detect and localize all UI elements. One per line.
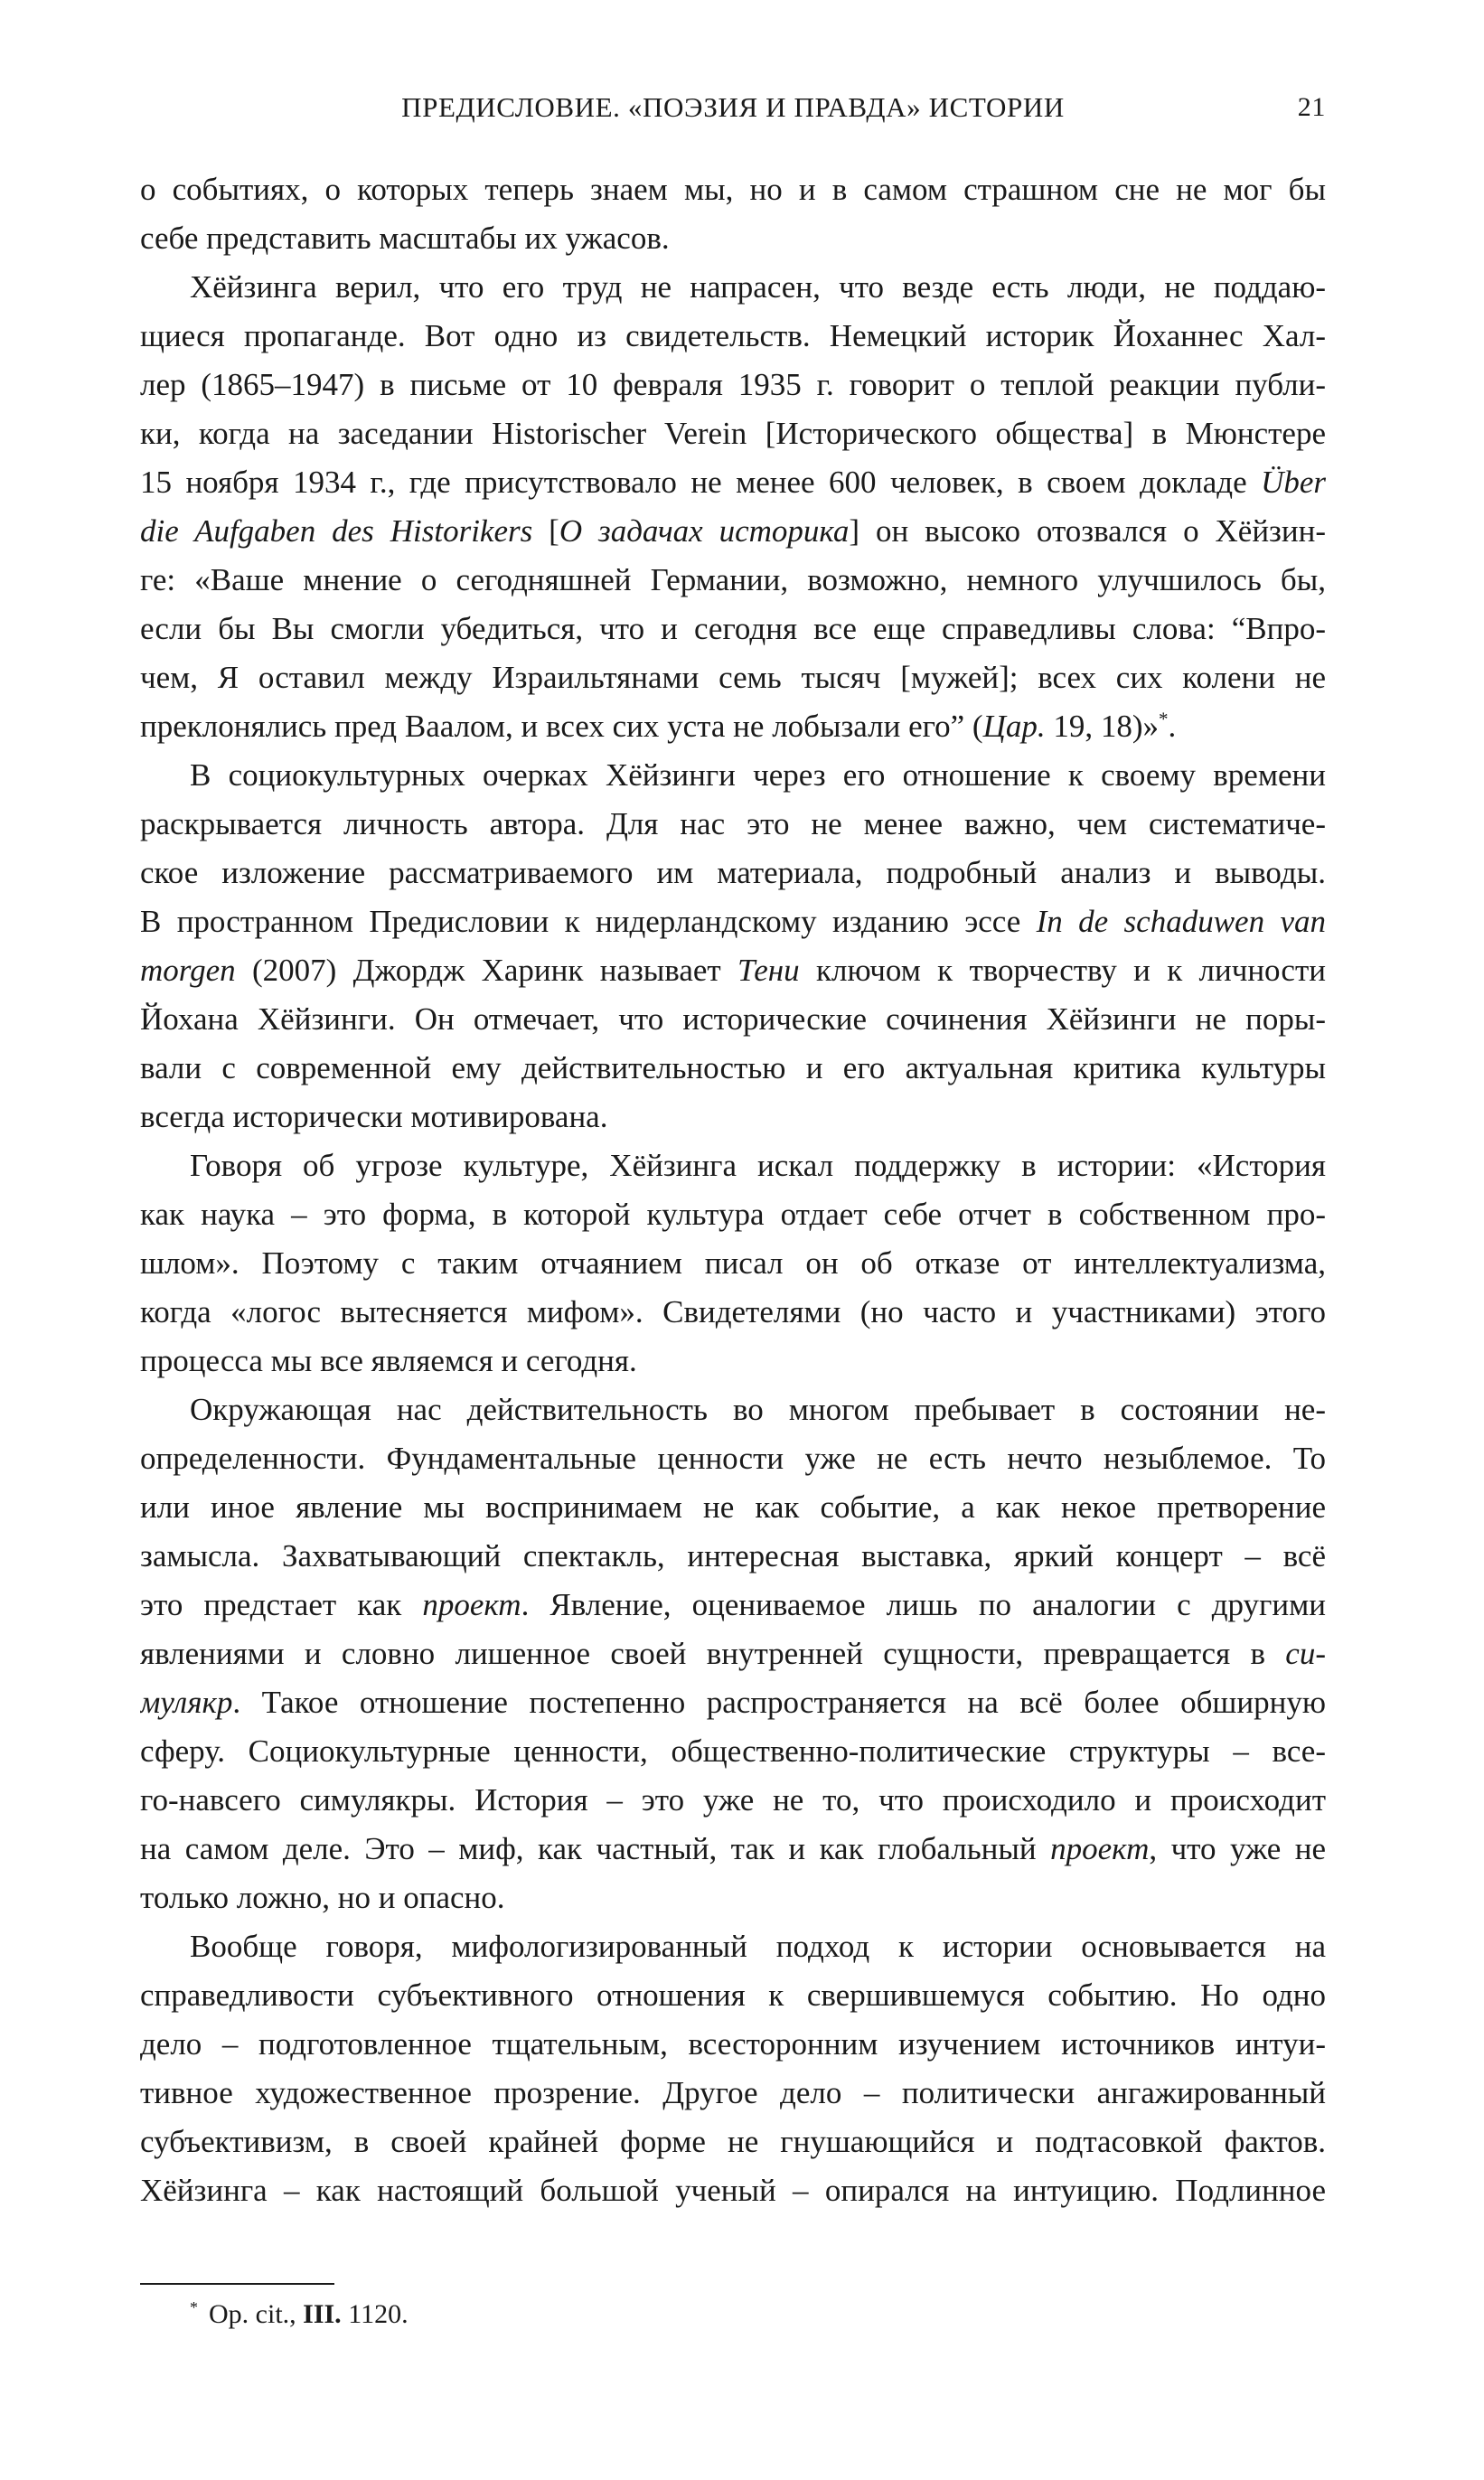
paragraph-end-line xyxy=(140,214,1326,263)
text-span: дело – подготовленное тщательным, всесторонним изучением источников интуи- xyxy=(140,2026,1326,2062)
text-span: щиеся пропаганде. Вот одно из свидетельств. Немецкий историк Йоханнес Хал- xyxy=(140,318,1326,353)
paragraph-end-line xyxy=(140,702,1326,751)
text-line xyxy=(140,2166,1326,2215)
running-head xyxy=(140,86,1326,129)
text-span: ки, когда на заседании Historischer Verein [Исторического общества] в Мюнстере xyxy=(140,416,1326,451)
text-span: всегда исторически мотивирована. xyxy=(140,1099,608,1134)
text-span: Окружающая нас действительность во многом пребывает в состоянии не- xyxy=(190,1392,1326,1427)
paragraph-first-line xyxy=(190,1922,1326,1971)
footnote-text: Op. cit., xyxy=(209,2299,304,2329)
text-span: ге: «Ваше мнение о сегодняшней Германии, возможно, немного улучшилось бы, xyxy=(140,562,1326,597)
text-line xyxy=(140,1825,1326,1874)
text-span: явлениями и словно лишенное своей внутренней сущности, превращается в xyxy=(140,1636,1286,1671)
text-span: сферу. Социокультурные ценности, общественно-политические структуры – все- xyxy=(140,1733,1326,1769)
text-span: Хёйзинга – как настоящий большой ученый – опирался на интуицию. Подлинное xyxy=(140,2173,1326,2208)
text-line xyxy=(140,1044,1326,1093)
text-span: ] он высоко отозвался о Хёйзин- xyxy=(849,513,1326,549)
italic-reference: Цар. xyxy=(982,709,1046,744)
footnote xyxy=(190,2293,409,2336)
italic-title: In de schaduwen van xyxy=(1036,904,1326,939)
text-line xyxy=(140,995,1326,1044)
paragraph-first-line xyxy=(190,1386,1326,1434)
footnote-mark: * xyxy=(190,2298,198,2316)
text-line xyxy=(140,653,1326,702)
text-span: шлом». Поэтому с таким отчаянием писал он об отказе от интеллектуализма, xyxy=(140,1245,1326,1281)
text-line xyxy=(140,1532,1326,1581)
italic-title: Тени xyxy=(737,953,800,988)
italic-translation: О задачах историка xyxy=(559,513,850,549)
text-line xyxy=(140,1630,1326,1678)
text-line xyxy=(140,1776,1326,1825)
paragraph-first-line xyxy=(190,1141,1326,1190)
text-span: или иное явление мы воспринимаем не как событие, а как некое претворение xyxy=(140,1489,1326,1525)
text-span: 15 ноября 1934 г., где присутствовало не менее 600 человек, в своем докладе xyxy=(140,465,1262,500)
page-number: 21 xyxy=(1297,92,1326,122)
text-span: субъективизм, в своей крайней форме не гнушающийся и подтасовкой фактов. xyxy=(140,2124,1326,2159)
paragraph-first-line xyxy=(190,263,1326,312)
text-line xyxy=(140,361,1326,409)
italic-term: проект xyxy=(1050,1831,1150,1866)
text-line xyxy=(140,2069,1326,2118)
text-line xyxy=(140,1971,1326,2020)
text-span: Говоря об угрозе культуре, Хёйзинга искал поддержку в истории: «История xyxy=(190,1148,1326,1183)
text-span: справедливости субъективного отношения к свершившемуся событию. Но одно xyxy=(140,1977,1326,2013)
footnote-page: 1120. xyxy=(341,2299,409,2329)
text-span: вали с современной ему действительностью и его актуальная критика культуры xyxy=(140,1050,1326,1085)
text-span: , что уже не xyxy=(1149,1831,1326,1866)
text-line xyxy=(140,1434,1326,1483)
text-span: раскрывается личность автора. Для нас это не менее важно, чем систематиче- xyxy=(140,806,1326,841)
text-span: ское изложение рассматриваемого им материала, подробный анализ и выводы. xyxy=(140,855,1326,890)
text-line xyxy=(140,556,1326,605)
text-line xyxy=(140,946,1326,995)
text-line xyxy=(140,1483,1326,1532)
text-span: процесса мы все являемся и сегодня. xyxy=(140,1343,637,1378)
text-line xyxy=(140,2118,1326,2166)
italic-term: проект xyxy=(422,1587,521,1622)
text-span: замысла. Захватывающий спектакль, интересная выставка, яркий концерт – всё xyxy=(140,1538,1326,1573)
text-line xyxy=(140,1288,1326,1337)
text-span: [ xyxy=(532,513,559,549)
text-line xyxy=(140,1727,1326,1776)
text-line xyxy=(140,2020,1326,2069)
text-span: Йохана Хёйзинги. Он отмечает, что исторические сочинения Хёйзинги не поры- xyxy=(140,1001,1326,1037)
text-span: . xyxy=(1168,709,1177,744)
text-line xyxy=(140,1190,1326,1239)
text-span: когда «логос вытесняется мифом». Свидетелями (но часто и участниками) этого xyxy=(140,1294,1326,1329)
italic-term: си- xyxy=(1285,1636,1326,1671)
text-span: В социокультурных очерках Хёйзинги через его отношение к своему времени xyxy=(190,757,1326,793)
text-span: (2007) Джордж Харинк называет xyxy=(235,953,738,988)
text-line xyxy=(140,605,1326,653)
italic-term: мулякр xyxy=(140,1685,233,1720)
text-span: это предстает как xyxy=(140,1587,423,1622)
text-line xyxy=(140,409,1326,458)
text-span: чем, Я оставил между Израильтянами семь тысяч [мужей]; всех сих колени не xyxy=(140,660,1326,695)
text-span: тивное художественное прозрение. Другое дело – политически ангажированный xyxy=(140,2075,1326,2110)
text-span: . Явление, оцениваемое лишь по аналогии с другими xyxy=(521,1587,1326,1622)
paragraph-end-line xyxy=(140,1874,1326,1922)
text-span: Хёйзинга верил, что его труд не напрасен, что везде есть люди, не поддаю- xyxy=(190,269,1326,305)
text-line xyxy=(140,312,1326,361)
footnote-separator xyxy=(140,2283,334,2285)
text-span: го-навсего симулякры. История – это уже не то, что происходило и происходит xyxy=(140,1782,1326,1818)
text-line xyxy=(140,800,1326,849)
text-line xyxy=(140,1239,1326,1288)
text-span: 19, 18)» xyxy=(1045,709,1159,744)
italic-title: Über xyxy=(1261,465,1326,500)
text-span: себе представить масштабы их ужасов. xyxy=(140,221,670,256)
paragraph-first-line xyxy=(190,751,1326,800)
text-span: о событиях, о которых теперь знаем мы, но и в самом страшном сне не мог бы xyxy=(140,172,1326,207)
text-line xyxy=(140,507,1326,556)
text-span: на самом деле. Это – миф, как частный, так и как глобальный xyxy=(140,1831,1051,1866)
text-span: Вообще говоря, мифологизированный подход к истории основывается на xyxy=(190,1929,1326,1964)
running-title: ПРЕДИСЛОВИЕ. «ПОЭЗИЯ И ПРАВДА» ИСТОРИИ xyxy=(401,91,1065,123)
text-span: ключом к творчеству и к личности xyxy=(799,953,1326,988)
paragraph-end-line xyxy=(140,1093,1326,1141)
footnote-reference[interactable]: * xyxy=(1159,708,1169,730)
italic-title: die Aufgaben des Historikers xyxy=(140,513,533,549)
text-line xyxy=(140,897,1326,946)
text-span: преклонялись пред Ваалом, и всех сих уста не лобызали его” ( xyxy=(140,709,983,744)
text-line xyxy=(140,165,1326,214)
text-span: лер (1865–1947) в письме от 10 февраля 1935 г. говорит о теплой реакции публи- xyxy=(140,367,1326,402)
italic-title: morgen xyxy=(140,953,236,988)
text-span: если бы Вы смогли убедиться, что и сегодня все еще справедливы слова: “Впро- xyxy=(140,611,1326,646)
footnote-volume: III. xyxy=(303,2299,342,2329)
text-line xyxy=(140,1581,1326,1630)
text-span: определенности. Фундаментальные ценности уже не есть нечто незыблемое. То xyxy=(140,1441,1326,1476)
text-span: только ложно, но и опасно. xyxy=(140,1880,505,1915)
text-line xyxy=(140,1678,1326,1727)
text-span: . Такое отношение постепенно распространяется на всё более обширную xyxy=(232,1685,1326,1720)
text-line xyxy=(140,458,1326,507)
text-span: В пространном Предисловии к нидерландскому изданию эссе xyxy=(140,904,1037,939)
text-line xyxy=(140,849,1326,897)
paragraph-end-line xyxy=(140,1337,1326,1386)
text-span: как наука – это форма, в которой культура отдает себе отчет в собственном про- xyxy=(140,1197,1326,1232)
